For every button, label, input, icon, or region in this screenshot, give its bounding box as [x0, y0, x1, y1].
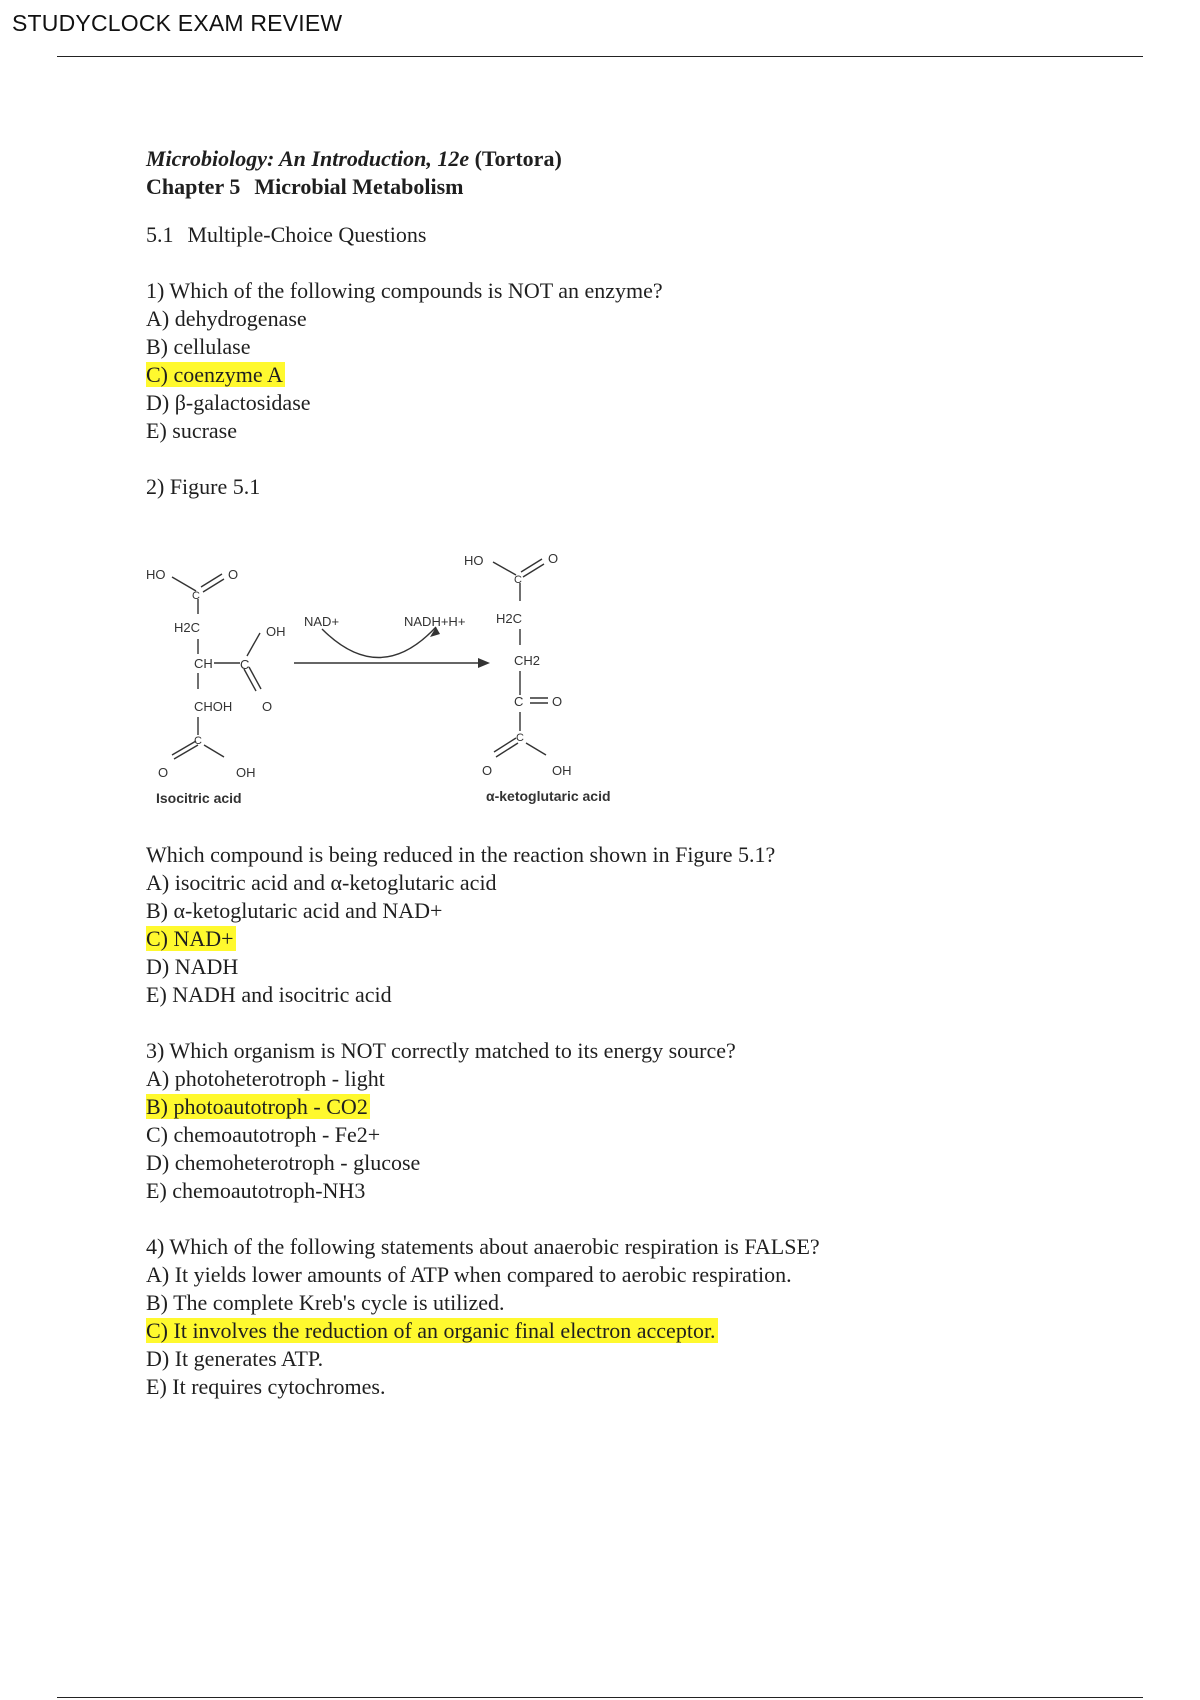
book-author: (Tortora): [474, 146, 562, 171]
label-ho: HO: [146, 567, 166, 582]
question-stem: 3) Which organism is NOT correctly matched to its energy source?: [146, 1038, 736, 1063]
label-c: C: [240, 657, 250, 672]
question-stem: 4) Which of the following statements about anaerobic respiration is FALSE?: [146, 1234, 820, 1259]
answer-option-a: A) dehydrogenase: [146, 306, 307, 331]
section-title: Multiple-Choice Questions: [187, 222, 427, 247]
answer-option-b: B) cellulase: [146, 334, 251, 359]
question-3: [146, 1037, 1046, 1205]
label-oh: OH: [552, 763, 572, 778]
answer-option-c: C) chemoautotroph - Fe2+: [146, 1122, 381, 1147]
page-header-title: STUDYCLOCK EXAM REVIEW: [12, 10, 343, 36]
answer-option-c-highlighted: C) It involves the reduction of an organic final electron acceptor.: [146, 1318, 716, 1343]
footer-divider: [57, 1697, 1143, 1698]
header-divider: [57, 56, 1143, 57]
label-c: C: [514, 694, 524, 709]
answer-option-e: E) NADH and isocitric acid: [146, 982, 392, 1007]
reagent-out: NADH+H+: [404, 614, 466, 629]
answer-option-d: D) It generates ATP.: [146, 1346, 324, 1371]
label-c: C: [516, 732, 524, 744]
answer-option-d: D) chemoheterotroph - glucose: [146, 1150, 421, 1175]
label-o: O: [548, 551, 559, 566]
label-oh: OH: [266, 624, 286, 639]
chapter-title: Microbial Metabolism: [254, 174, 464, 199]
chapter-label: Chapter 5: [146, 174, 241, 199]
answer-option-e: E) chemoautotroph-NH3: [146, 1178, 366, 1203]
section-heading: [146, 221, 1046, 249]
answer-option-b: B) The complete Kreb's cycle is utilized.: [146, 1290, 505, 1315]
answer-option-c-highlighted: C) NAD+: [146, 926, 234, 951]
question-2: [146, 473, 1046, 1009]
book-title-line: [146, 145, 1046, 173]
label-h2c: H2C: [496, 611, 523, 626]
question-stem: 1) Which of the following compounds is NOT an enzyme?: [146, 278, 663, 303]
label-ch: CH: [194, 656, 213, 671]
answer-option-a: A) isocitric acid and α-ketoglutaric acid: [146, 870, 497, 895]
answer-option-b-highlighted: B) photoautotroph - CO2: [146, 1094, 368, 1119]
answer-option-e: E) It requires cytochromes.: [146, 1374, 386, 1399]
label-ho: HO: [464, 553, 484, 568]
answer-option-d: D) NADH: [146, 954, 239, 979]
label-choh: CHOH: [194, 699, 233, 714]
question-stem-continued: Which compound is being reduced in the reaction shown in Figure 5.1?: [146, 842, 776, 867]
label-c: C: [194, 735, 202, 747]
reaction-svg: [144, 519, 664, 819]
document-body: [146, 145, 1046, 1429]
label-o: O: [228, 567, 239, 582]
chapter-heading: [146, 173, 1046, 201]
answer-option-b: B) α-ketoglutaric acid and NAD+: [146, 898, 443, 923]
label-c: C: [192, 590, 200, 602]
answer-option-e: E) sucrase: [146, 418, 238, 443]
label-oh: OH: [236, 765, 256, 780]
label-o: O: [552, 694, 563, 709]
question-4: [146, 1233, 1046, 1401]
label-o: O: [262, 699, 273, 714]
answer-option-d: D) β-galactosidase: [146, 390, 311, 415]
answer-option-c-highlighted: C) coenzyme A: [146, 362, 283, 387]
figure-5-1-reaction-diagram: [144, 519, 664, 819]
book-title: Microbiology: An Introduction, 12e: [146, 146, 470, 171]
answer-option-a: A) It yields lower amounts of ATP when compared to aerobic respiration.: [146, 1262, 792, 1287]
answer-option-a: A) photoheterotroph - light: [146, 1066, 385, 1091]
label-ch2: CH2: [514, 653, 541, 668]
compound-name-right: α-ketoglutaric acid: [486, 788, 611, 804]
reagent-in: NAD+: [304, 614, 340, 629]
label-h2c: H2C: [174, 620, 201, 635]
section-number: 5.1: [146, 222, 174, 247]
question-1: [146, 277, 1046, 445]
label-o: O: [482, 763, 493, 778]
label-o: O: [158, 765, 169, 780]
label-c: C: [514, 574, 522, 586]
question-stem: 2) Figure 5.1: [146, 474, 261, 499]
compound-name-left: Isocitric acid: [156, 790, 242, 806]
